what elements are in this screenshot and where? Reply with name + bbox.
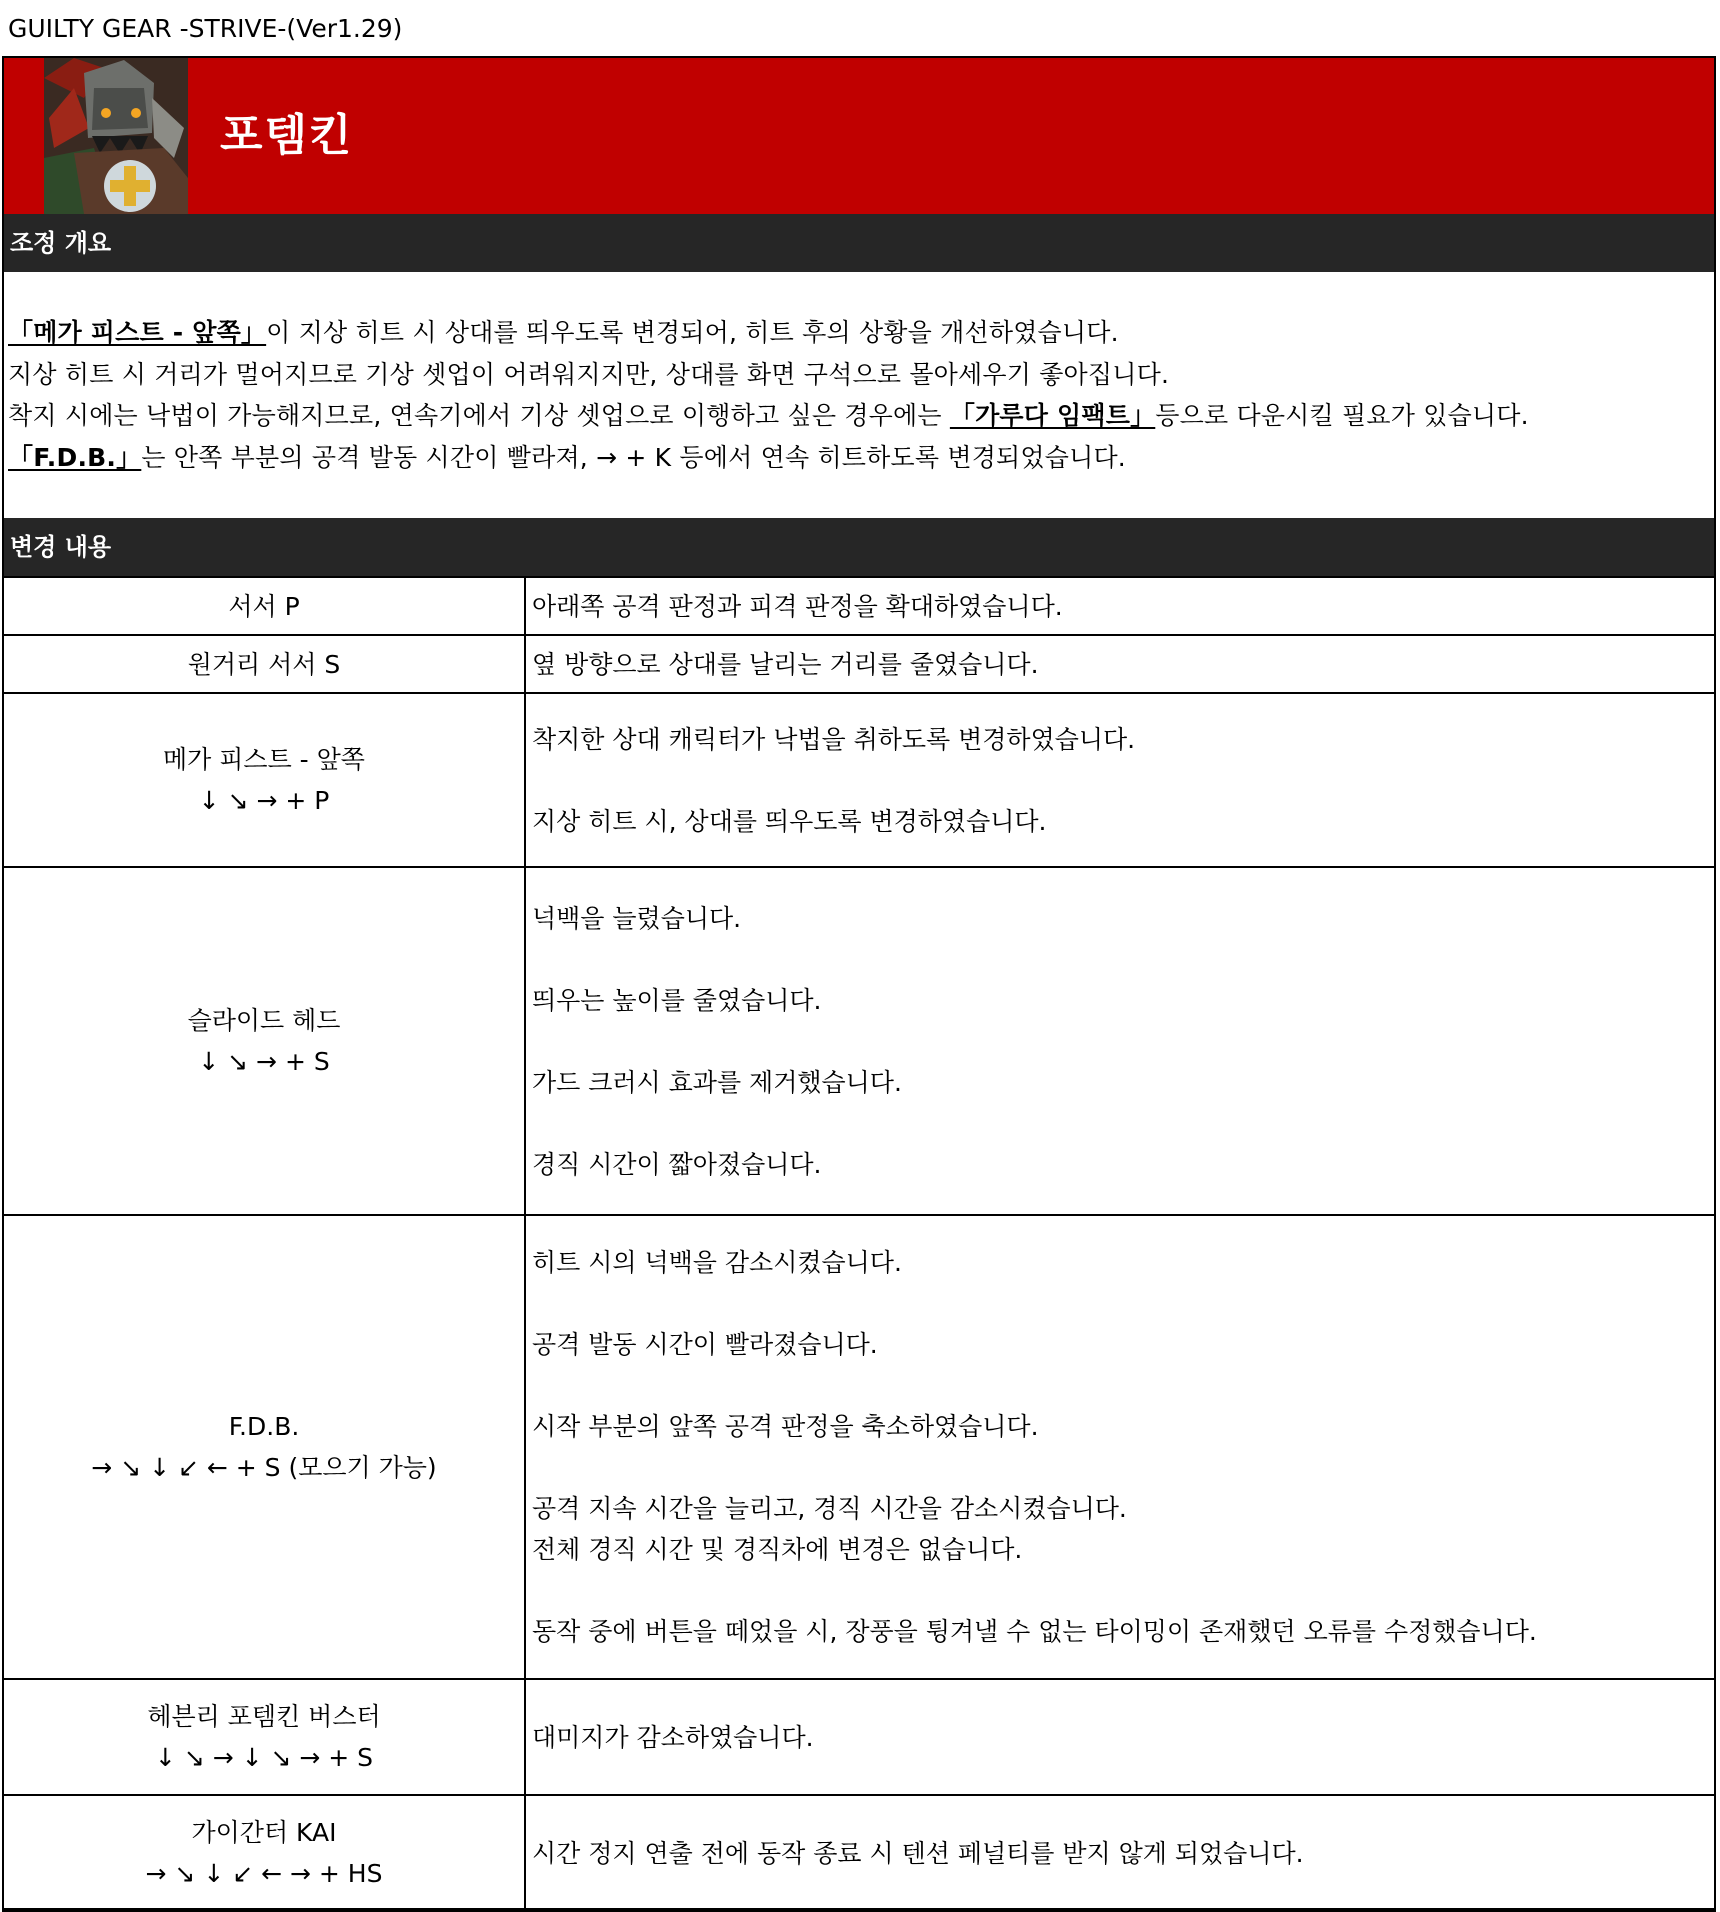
change-item: 넉백을 늘렸습니다. — [532, 903, 742, 933]
change-item: 지상 히트 시, 상대를 띄우도록 변경하였습니다. — [532, 806, 1047, 836]
change-item: 동작 중에 버튼을 떼었을 시, 장풍을 튕겨낼 수 없는 타이밍이 존재했던 오류를 수정했습니다. — [532, 1617, 1537, 1646]
move-name: 가이간터 KAI — [191, 1818, 337, 1847]
changes-section-title: 변경 내용 — [2, 518, 1716, 576]
summary-text: 이 지상 히트 시 상대를 띄우도록 변경되어, 히트 후의 상황을 개선하였습니다. — [266, 318, 1119, 347]
change-item: 띄우는 높이를 줄였습니다. — [532, 985, 822, 1015]
character-name: 포템킨 — [220, 110, 354, 161]
change-item: 공격 지속 시간을 늘리고, 경직 시간을 감소시켰습니다. 전체 경직 시간 및 경직차에 변경은 없습니다. — [532, 1494, 1127, 1564]
move-input: ↓ ↘ → ↓ ↘ → + S — [154, 1743, 374, 1772]
change-item: 대미지가 감소하였습니다. — [532, 1722, 814, 1752]
keyword-mega-fist: 「메가 피스트 - 앞쪽」 — [8, 318, 267, 347]
summary-text: 착지 시에는 낙법이 가능해지므로, 연속기에서 기상 셋업으로 이행하고 싶은 경우에는 — [8, 401, 950, 430]
move-input: → ↘ ↓ ↙ ← + S (모으기 가능) — [91, 1453, 437, 1482]
move-name: 메가 피스트 - 앞쪽 — [163, 745, 365, 774]
keyword-garuda-impact: 「가루다 임팩트」 — [949, 401, 1156, 430]
summary-text: 지상 히트 시 거리가 멀어지므로 기상 셋업이 어려워지지만, 상대를 화면 구석으로 몰아세우기 좋아집니다. — [8, 359, 1170, 389]
change-item: 시작 부분의 앞쪽 공격 판정을 축소하였습니다. — [532, 1412, 1039, 1441]
change-item: 히트 시의 넉백을 감소시켰습니다. — [532, 1248, 902, 1277]
move-name: 슬라이드 헤드 — [187, 1006, 341, 1035]
keyword-fdb: 「F.D.B.」 — [8, 442, 142, 472]
change-item: 아래쪽 공격 판정과 피격 판정을 확대하였습니다. — [532, 591, 1063, 621]
document-frame — [2, 56, 1716, 1910]
move-input: → ↘ ↓ ↙ ← → + HS — [145, 1859, 383, 1888]
change-item: 착지한 상대 캐릭터가 낙법을 취하도록 변경하였습니다. — [532, 724, 1136, 754]
move-name: 헤븐리 포템킨 버스터 — [147, 1702, 381, 1731]
change-item: 공격 발동 시간이 빨라졌습니다. — [532, 1330, 878, 1359]
move-input: ↓ ↘ → + P — [198, 786, 330, 815]
change-item: 가드 크러시 효과를 제거했습니다. — [532, 1067, 902, 1097]
summary-text: 는 안쪽 부분의 공격 발동 시간이 빨라져, → + K 등에서 연속 히트하도록 변경되었습니다. — [141, 442, 1126, 472]
change-item: 옆 방향으로 상대를 날리는 거리를 줄였습니다. — [532, 649, 1039, 679]
change-item: 시간 정지 연출 전에 동작 종료 시 텐션 페널티를 받지 않게 되었습니다. — [532, 1838, 1304, 1868]
move-name: 서서 P — [228, 591, 300, 621]
document-title: GUILTY GEAR -STRIVE-(Ver1.29) — [8, 14, 403, 43]
move-input: ↓ ↘ → + S — [198, 1047, 330, 1076]
move-name: 원거리 서서 S — [187, 649, 341, 679]
change-item: 경직 시간이 짧아졌습니다. — [532, 1149, 822, 1179]
summary-section-title: 조정 개요 — [2, 214, 1716, 272]
move-name: F.D.B. — [228, 1412, 300, 1441]
summary-text: 등으로 다운시킬 필요가 있습니다. — [1155, 401, 1529, 430]
